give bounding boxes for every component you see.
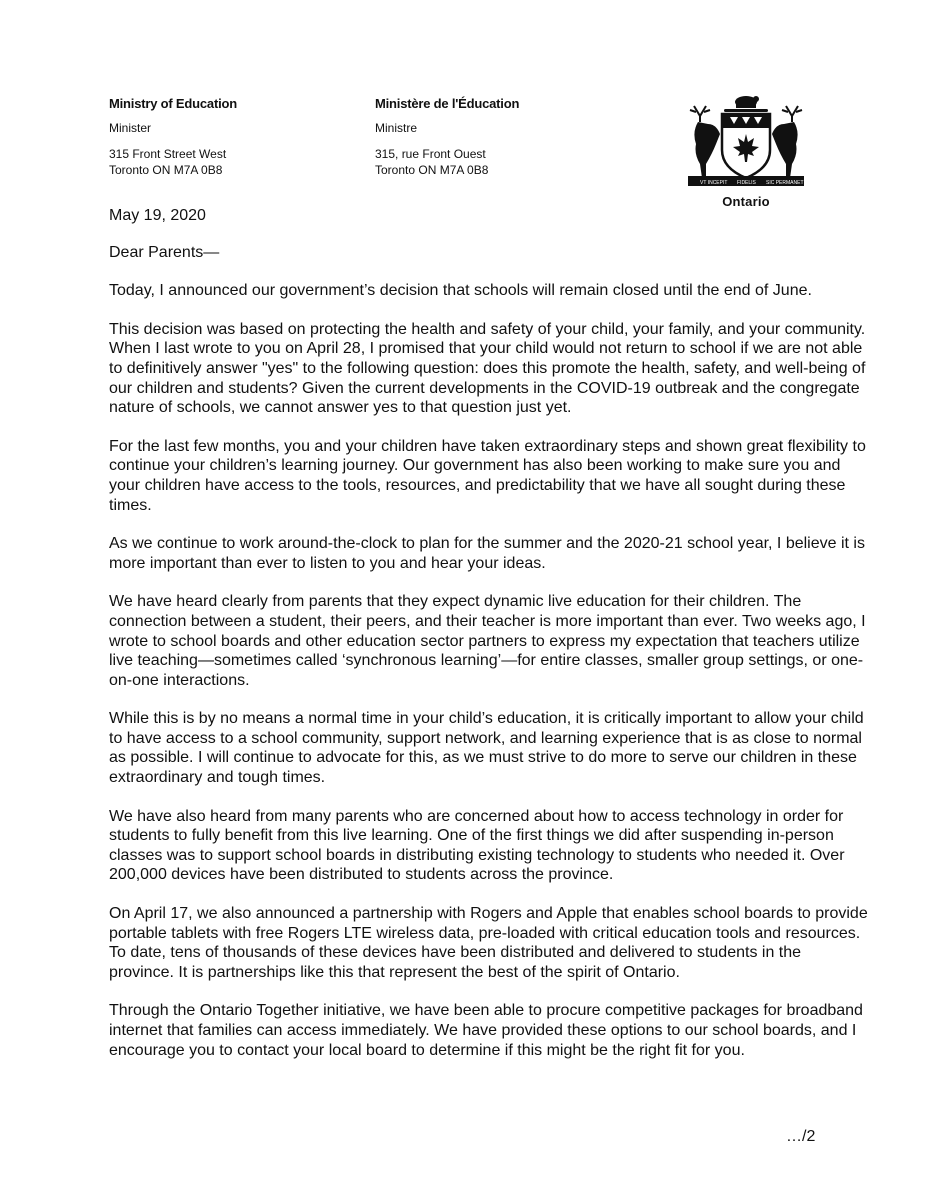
- paragraph-2: This decision was based on protecting the health and safety of your child, your family, and your community. When I last wrote to you on April 28, I promised that your child would not return to school if we are not able to definitively answer "yes" to the following question: does this promote the health, safety, and well-being of our children and students? Given the current developments in the COVID-19 outbreak and the congregate nature of schools, we cannot answer yes to that question just yet.: [109, 320, 866, 417]
- paragraph-1: Today, I announced our government’s decision that schools will remain closed until the end of June.: [109, 282, 812, 300]
- ministry-name-fr: Ministère de l'Éducation: [375, 96, 520, 111]
- address-line1-fr: 315, rue Front Ouest: [375, 147, 486, 161]
- svg-text:FIDELIS: FIDELIS: [737, 180, 756, 186]
- ministry-name-en: Ministry of Education: [109, 96, 237, 111]
- letter-date: May 19, 2020: [109, 207, 206, 224]
- salutation: Dear Parents—: [109, 243, 220, 261]
- svg-text:SIC PERMANET: SIC PERMANET: [766, 180, 804, 186]
- paragraph-8: On April 17, we also announced a partnership with Rogers and Apple that enables school boards to provide portable tablets with free Rogers LTE wireless data, pre-loaded with critical education tools and resources. To date, tens of thousands of these devices have been distributed and delivered to students in the province. It is partnerships like this that represent the best of the spirit of Ontario.: [109, 905, 868, 981]
- letter-body: [109, 206, 869, 1079]
- svg-text:VT INCEPIT: VT INCEPIT: [700, 180, 728, 186]
- ontario-coat-of-arms: [686, 92, 806, 216]
- paragraph-6: While this is by no means a normal time in your child’s education, it is critically important to allow your child to have access to a school community, support network, and learning experience that is as close to normal as possible. I will continue to advocate for this, as we must strive to do more to serve our children in these extraordinary and tough times.: [109, 710, 864, 787]
- ontario-wordmark: Ontario: [722, 194, 770, 209]
- page-continuation-marker: …/2: [786, 1128, 816, 1145]
- minister-title-en: Minister: [109, 121, 152, 135]
- minister-title-fr: Ministre: [375, 121, 418, 135]
- address-line1-en: 315 Front Street West: [109, 147, 227, 161]
- coat-of-arms-icon: [686, 92, 806, 196]
- letterhead-french: [375, 96, 519, 178]
- letterhead-english: [109, 96, 237, 178]
- paragraph-3: For the last few months, you and your children have taken extraordinary steps and shown great flexibility to continue your children’s learning journey. Our government has also been working to make sure you and your children have access to the tools, resources, and predictability that we have all sought during these times.: [109, 437, 866, 514]
- paragraph-5: We have heard clearly from parents that they expect dynamic live education for their children. The connection between a student, their peers, and their teacher is more important than ever. Two weeks ago, I wrote to school boards and other education sector partners to express my expectation that teachers utilize live teaching—sometimes called ‘synchronous learning’—for entire classes, smaller group settings, or one-on-one interactions.: [109, 593, 866, 689]
- paragraph-7: We have also heard from many parents who are concerned about how to access technology in order for students to fully benefit from this live learning. One of the first things we did after suspending in-person classes was to support school boards in distributing existing technology to students who needed it. Over 200,000 devices have been distributed to students across the province.: [109, 807, 845, 884]
- paragraph-9: Through the Ontario Together initiative, we have been able to procure competitive packages for broadband internet that families can access immediately. We have provided these options to our school boards, and I encourage you to contact your local board to determine if this might be the right fit for you.: [109, 1002, 863, 1059]
- address-line2-en: Toronto ON M7A 0B8: [109, 163, 223, 177]
- paragraph-4: As we continue to work around-the-clock to plan for the summer and the 2020-21 school year, I believe it is more important than ever to listen to you and hear your ideas.: [109, 535, 865, 572]
- address-line2-fr: Toronto ON M7A 0B8: [375, 163, 489, 177]
